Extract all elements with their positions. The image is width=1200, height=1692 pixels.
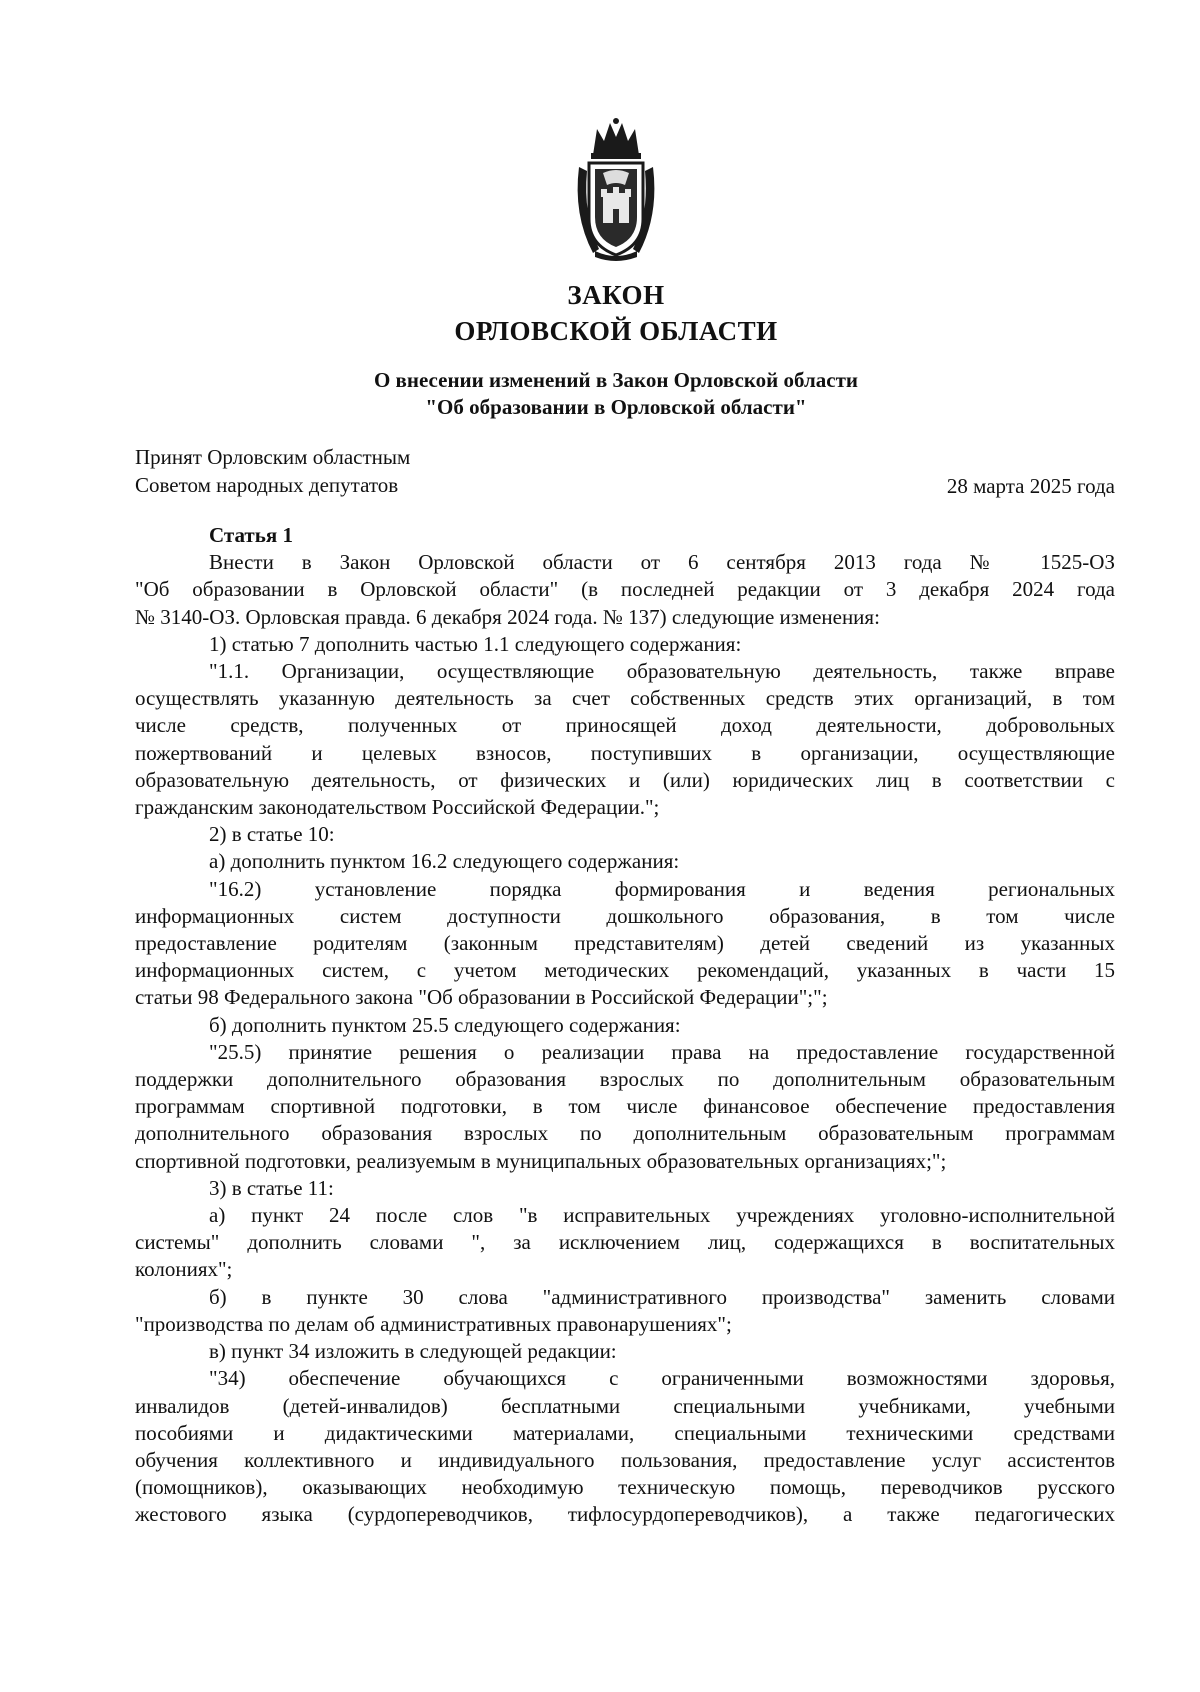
body-line: б) в пункте 30 слова "административного производства" заменить словами: [209, 1284, 1115, 1309]
orel-oblast-coat-of-arms-icon: [571, 115, 661, 265]
body-line: "производства по делам об административных правонарушениях";: [135, 1311, 732, 1336]
adoption-date: 28 марта 2025 года: [946, 474, 1115, 498]
body-line: 2) в статье 10:: [209, 822, 335, 847]
body-line: пособиями и дидактическими материалами, специальными техническими средствами: [135, 1420, 1115, 1445]
body-line: информационных систем доступности дошкольного образования, в том числе: [135, 903, 1115, 928]
article-body: [135, 522, 1115, 1529]
body-line: осуществлять указанную деятельность за счет собственных средств этих организаций, в том: [135, 686, 1115, 711]
body-line: № 3140-ОЗ. Орловская правда. 6 декабря 2024 года. № 137) следующие изменения:: [135, 604, 880, 629]
body-line: обучения коллективного и индивидуального пользования, предоставление услуг ассистентов: [135, 1447, 1115, 1472]
body-line: "25.5) принятие решения о реализации права на предоставление государственной: [209, 1039, 1115, 1064]
body-line: "34) обеспечение обучающихся с ограниченными возможностями здоровья,: [209, 1366, 1115, 1391]
adoption-authority: [135, 443, 410, 499]
body-line: информационных систем, с учетом методических рекомендаций, указанных в части 15: [135, 958, 1115, 983]
body-line: системы" дополнить словами ", за исключением лиц, содержащихся в воспитательных: [135, 1230, 1115, 1255]
body-line: (помощников), оказывающих необходимую техническую помощь, переводчиков русского: [135, 1475, 1115, 1500]
body-line: 3) в статье 11:: [209, 1175, 334, 1200]
body-line: а) дополнить пунктом 16.2 следующего содержания:: [209, 849, 680, 874]
body-line: пожертвований и целевых взносов, поступивших в организации, осуществляющие: [135, 740, 1115, 765]
body-line: Внести в Закон Орловской области от 6 сентября 2013 года № 1525-ОЗ: [209, 550, 1115, 575]
law-subject-line1: О внесении изменений в Закон Орловской области: [373, 368, 859, 392]
adoption-line1: Принят Орловским областным: [135, 445, 411, 469]
body-line: дополнительного образования взрослых по дополнительным образовательным программам: [135, 1121, 1115, 1146]
body-line: статьи 98 Федерального закона "Об образовании в Российской Федерации";";: [135, 985, 828, 1010]
body-line: в) пункт 34 изложить в следующей редакции:: [209, 1339, 617, 1364]
body-line: жестового языка (сурдопереводчиков, тифлосурдопереводчиков), а также педагогических: [135, 1502, 1115, 1527]
body-line: инвалидов (детей-инвалидов) бесплатными специальными учебниками, учебными: [135, 1393, 1115, 1418]
document-title-line1: ЗАКОН: [567, 280, 665, 310]
body-line: числе средств, полученных от приносящей доход деятельности, добровольных: [135, 713, 1115, 738]
law-subject-line2: "Об образовании в Орловской области": [425, 395, 807, 419]
body-line: "Об образовании в Орловской области" (в последней редакции от 3 декабря 2024 года: [135, 577, 1115, 602]
body-line: а) пункт 24 после слов "в исправительных учреждениях уголовно-исполнительной: [209, 1203, 1115, 1228]
body-line: колониях";: [135, 1257, 233, 1282]
document-title-line2: ОРЛОВСКОЙ ОБЛАСТИ: [454, 316, 778, 346]
body-line: предоставление родителям (законным представителям) детей сведений из указанных: [135, 931, 1115, 956]
body-line: 1) статью 7 дополнить частью 1.1 следующего содержания:: [209, 631, 742, 656]
adoption-line2: Советом народных депутатов: [135, 473, 399, 497]
article-heading: Статья 1: [209, 523, 293, 547]
body-line: б) дополнить пунктом 25.5 следующего содержания:: [209, 1012, 681, 1037]
body-line: спортивной подготовки, реализуемым в муниципальных образовательных организациях;";: [135, 1148, 947, 1173]
body-line: "1.1. Организации, осуществляющие образовательную деятельность, также вправе: [209, 659, 1115, 684]
body-line: "16.2) установление порядка формирования и ведения региональных: [209, 876, 1115, 901]
body-line: программам спортивной подготовки, в том числе финансовое обеспечение предоставления: [135, 1094, 1115, 1119]
body-line: образовательную деятельность, от физических и (или) юридических лиц в соответствии с: [135, 767, 1115, 792]
body-line: поддержки дополнительного образования взрослых по дополнительным образовательным: [135, 1067, 1115, 1092]
body-line: гражданским законодательством Российской Федерации.";: [135, 795, 660, 820]
